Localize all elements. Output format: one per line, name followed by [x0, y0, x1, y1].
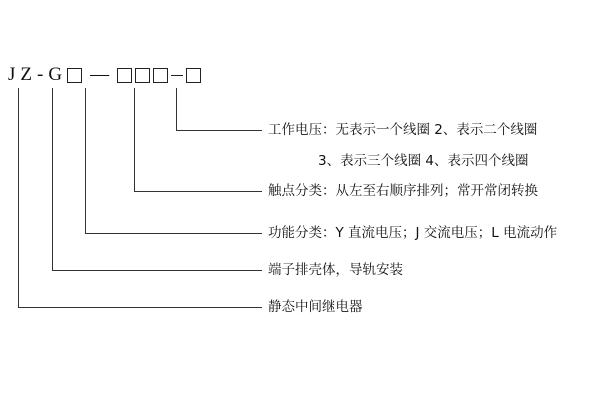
code-box-voltage: [186, 68, 201, 83]
code-letter-g: G: [48, 64, 63, 85]
callout-working-voltage-line1: 工作电压：无表示一个线圈 2、表示二个线圈: [268, 122, 538, 138]
code-box-contact-2: [135, 68, 150, 83]
callout-terminal-housing: 端子排壳体，导轨安装: [268, 262, 403, 278]
leader-hline-product: [18, 307, 262, 308]
callout-function-classification: 功能分类：Y 直流电压；J 交流电压；L 电流动作: [268, 225, 558, 241]
leader-vline-terminal: [52, 88, 53, 270]
code-dash-1: —: [90, 64, 110, 85]
leader-hline-contact: [134, 191, 262, 192]
leader-vline-function: [85, 88, 86, 233]
code-letter-z: Z: [20, 64, 33, 85]
code-separator: -: [37, 64, 44, 85]
code-letter-j: J: [8, 64, 16, 85]
leader-vline-contact: [134, 88, 135, 191]
callout-contact-classification: 触点分类：从左至右顺序排列；常开常闭转换: [268, 183, 538, 199]
code-box-function: [67, 68, 82, 83]
leader-hline-working-voltage: [176, 130, 262, 131]
leader-vline-product: [18, 88, 19, 307]
leader-hline-function: [85, 233, 262, 234]
code-box-contact-3: [153, 68, 168, 83]
callout-product-name: 静态中间继电器: [268, 299, 363, 315]
code-dash-2: [171, 75, 183, 76]
callout-working-voltage-line2: 3、表示三个线圈 4、表示四个线圈: [318, 153, 529, 169]
code-box-contact-1: [117, 68, 132, 83]
model-code-row: [8, 62, 201, 88]
leader-vline-working-voltage: [176, 88, 177, 130]
leader-hline-terminal: [52, 270, 262, 271]
